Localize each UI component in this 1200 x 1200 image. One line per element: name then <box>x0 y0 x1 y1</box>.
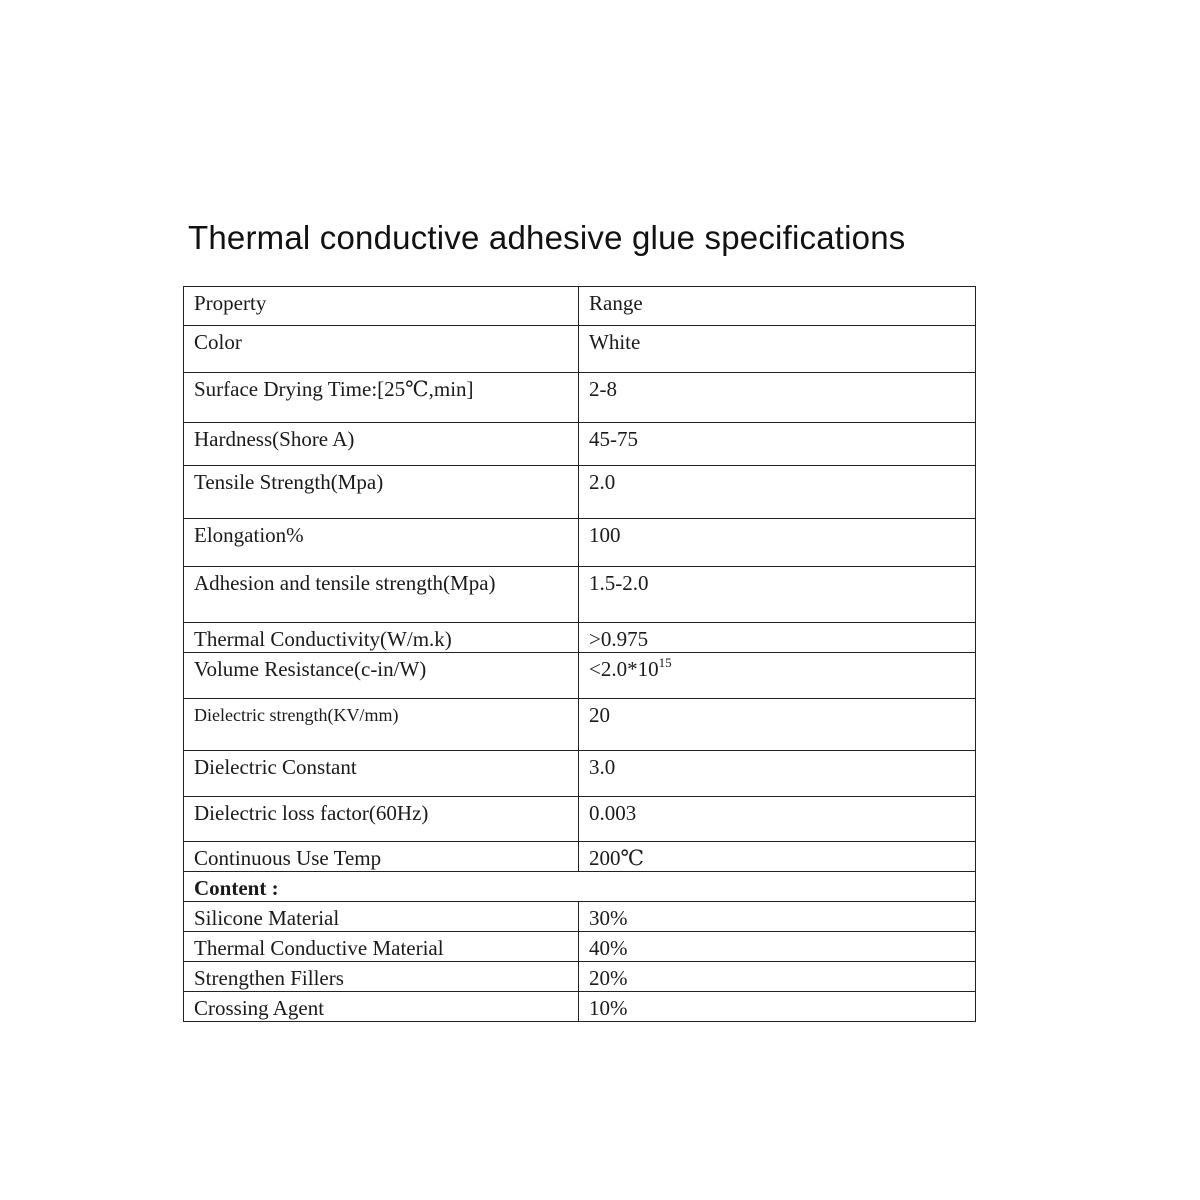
table-row <box>184 842 976 872</box>
column-header-range: Range <box>579 287 976 326</box>
property-cell: Continuous Use Temp <box>184 842 579 872</box>
value-cell: 20 <box>579 699 976 751</box>
value-cell: White <box>579 326 976 373</box>
property-cell: Dielectric loss factor(60Hz) <box>184 797 579 842</box>
value-cell: 2.0 <box>579 466 976 519</box>
value-text: <2.0*10 <box>589 657 659 681</box>
table-row <box>184 567 976 623</box>
property-cell: Tensile Strength(Mpa) <box>184 466 579 519</box>
column-header-property: Property <box>184 287 579 326</box>
property-cell: Surface Drying Time:[25℃,min] <box>184 373 579 423</box>
property-cell: Volume Resistance(c-in/W) <box>184 653 579 699</box>
property-cell: Elongation% <box>184 519 579 567</box>
value-cell: 200℃ <box>579 842 976 872</box>
value-cell: 10% <box>579 992 976 1022</box>
table-header-row <box>184 287 976 326</box>
property-cell: Silicone Material <box>184 902 579 932</box>
table-row <box>184 623 976 653</box>
property-cell: Crossing Agent <box>184 992 579 1022</box>
table-row <box>184 699 976 751</box>
table-row <box>184 751 976 797</box>
property-cell: Dielectric strength(KV/mm) <box>184 699 579 751</box>
table-row <box>184 992 976 1022</box>
property-cell: Dielectric Constant <box>184 751 579 797</box>
property-cell: Hardness(Shore A) <box>184 423 579 466</box>
value-cell: 40% <box>579 932 976 962</box>
value-cell: >0.975 <box>579 623 976 653</box>
table-row <box>184 962 976 992</box>
value-cell: 2-8 <box>579 373 976 423</box>
value-cell: 0.003 <box>579 797 976 842</box>
spec-table <box>183 286 976 1022</box>
table-row <box>184 373 976 423</box>
table-row <box>184 653 976 699</box>
page-title: Thermal conductive adhesive glue specifications <box>188 219 906 256</box>
value-cell: 3.0 <box>579 751 976 797</box>
table-row <box>184 466 976 519</box>
table-row <box>184 423 976 466</box>
property-cell: Thermal Conductivity(W/m.k) <box>184 623 579 653</box>
value-cell: 1.5-2.0 <box>579 567 976 623</box>
table-row <box>184 519 976 567</box>
table-row <box>184 326 976 373</box>
property-cell: Thermal Conductive Material <box>184 932 579 962</box>
content-section-row <box>184 872 976 902</box>
property-cell: Adhesion and tensile strength(Mpa) <box>184 567 579 623</box>
table-row <box>184 932 976 962</box>
value-cell: 45-75 <box>579 423 976 466</box>
content-section-label: Content : <box>184 872 976 902</box>
table-row <box>184 902 976 932</box>
value-cell: 100 <box>579 519 976 567</box>
property-cell: Strengthen Fillers <box>184 962 579 992</box>
value-exponent: 15 <box>658 655 672 670</box>
value-cell: 30% <box>579 902 976 932</box>
value-cell <box>579 653 976 699</box>
value-cell: 20% <box>579 962 976 992</box>
table-row <box>184 797 976 842</box>
property-cell: Color <box>184 326 579 373</box>
